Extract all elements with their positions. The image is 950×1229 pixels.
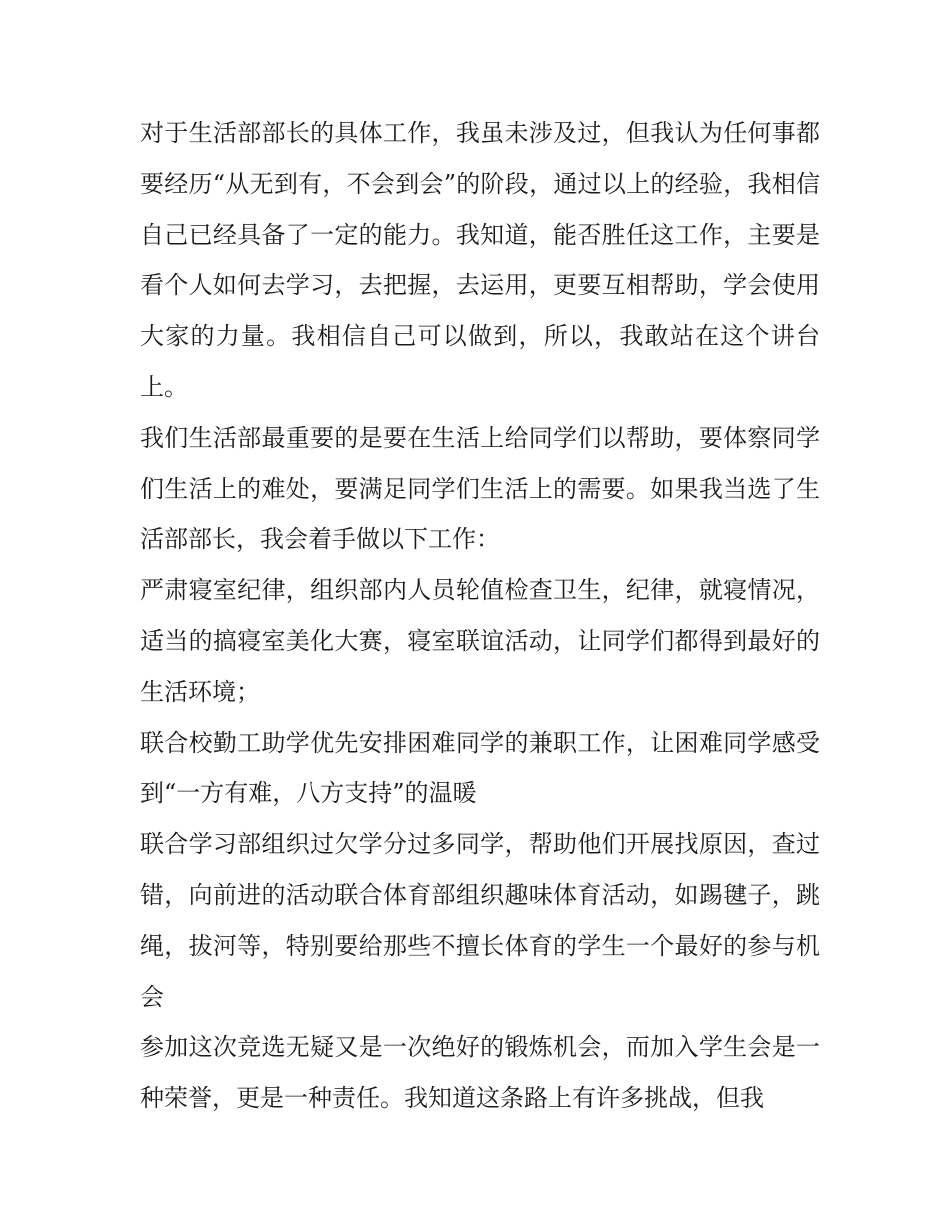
paragraph-5: 联合学习部组织过欠学分过多同学，帮助他们开展找原因，查过错，向前进的活动联合体育部组织趣味体育活动，如踢毽子，跳绳，拔河等，特别要给那些不擅长体育的学生一个最好的参与机会 [140, 830, 820, 1011]
paragraph-4: 联合校勤工助学优先安排困难同学的兼职工作，让困难同学感受到“一方有难，八方支持”的温暖 [140, 728, 820, 808]
document-body [140, 108, 820, 1124]
paragraph-6: 参加这次竞选无疑又是一次绝好的锻炼机会，而加入学生会是一种荣誉，更是一种责任。我知道这条路上有许多挑战，但我 [140, 1033, 820, 1113]
paragraph-2: 我们生活部最重要的是要在生活上给同学们以帮助，要体察同学们生活上的难处，要满足同学们生活上的需要。如果我当选了生活部部长，我会着手做以下工作： [140, 423, 820, 554]
paragraph-1: 对于生活部部长的具体工作，我虽未涉及过，但我认为任何事都要经历“从无到有，不会到会”的阶段，通过以上的经验，我相信自己已经具备了一定的能力。我知道，能否胜任这工作，主要是看个人如何去学习，去把握，去运用，更要互相帮助，学会使用大家的力量。我相信自己可以做到，所以，我敢站在这个讲台上。 [140, 119, 820, 401]
paragraph-3: 严肃寝室纪律，组织部内人员轮值检查卫生，纪律，就寝情况，适当的搞寝室美化大赛，寝室联谊活动，让同学们都得到最好的生活环境； [140, 576, 820, 706]
